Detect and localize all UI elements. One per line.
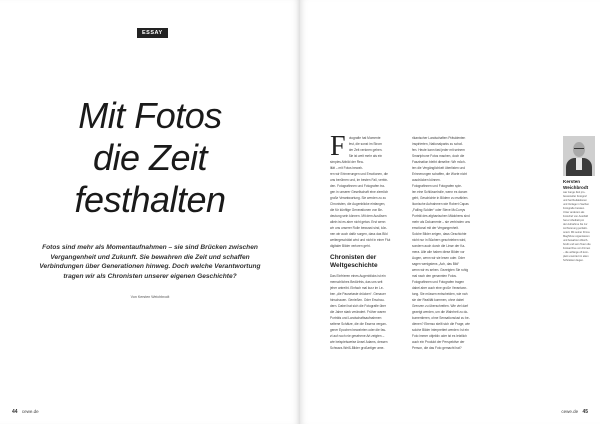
text-line: Augen, wenn wir sie lesen oder. Oder bbox=[412, 256, 465, 260]
text-line: dern. Dabei hat sich die Fotografie über bbox=[330, 304, 386, 308]
headline-line-3: festhalten bbox=[74, 179, 226, 220]
text-line: dienen? Ebenso stellt sich die Frage, wie bbox=[412, 322, 470, 326]
text-line: Porträts und Landschaftsaufnahmen bbox=[330, 316, 382, 320]
text-line: ben „die Pausetaste drücken“. Genauer bbox=[330, 292, 386, 296]
text-line: tung. Sie müssen entscheiden, wie nah bbox=[412, 292, 468, 296]
text-line: MagShow organisieren bbox=[563, 235, 590, 239]
text-line: Ikonische Aufnahmen wie Robert Capas bbox=[412, 202, 469, 206]
text-line: der Aufnahme bis zur bbox=[563, 223, 588, 227]
text-line: die für künftige Generationen von Be- bbox=[330, 208, 383, 212]
text-line: große Verantwortung. Sie werden zu zu bbox=[330, 196, 386, 200]
text-line: zt auf noch nie gesehene Art zeigten – bbox=[330, 334, 385, 338]
text-line: Grenzen zu überschreiten. Wie viel darf bbox=[412, 304, 468, 308]
text-line: nicht nur in Büchern geschrieben wird, bbox=[412, 238, 467, 242]
text-line: und Verlage in Sachen bbox=[563, 203, 590, 207]
text-line: rikanischer Landschaften Präsidenten bbox=[412, 136, 466, 140]
text-line: dabei aber auch eine große Verantwor- bbox=[412, 286, 468, 290]
text-line: Schränken liegen. bbox=[563, 259, 584, 263]
text-line: weitergeschätzt wird und nicht in einer Flut bbox=[330, 238, 391, 242]
page-number-left: 44 bbox=[12, 409, 18, 415]
text-line: mera. Alle alle haben diese Bilder vor bbox=[412, 250, 465, 254]
essay-tag: ESSAY bbox=[137, 28, 168, 38]
text-line: sie der Realität kommen, ohne dabei bbox=[412, 298, 464, 302]
text-line: Sie ist weit mehr als ein bbox=[348, 154, 383, 158]
footer-right bbox=[561, 409, 588, 415]
text-line: war Jange Zeit pro- bbox=[563, 191, 586, 195]
text-line: der Zeit verloren gehen. bbox=[348, 148, 383, 152]
text-line: brodt und sein Team die bbox=[563, 243, 591, 247]
text-line: Fotoarchive von Firmen bbox=[563, 247, 591, 251]
footer-label-right: cewe.de bbox=[561, 409, 579, 414]
bio-text bbox=[563, 191, 596, 263]
text-line: menschliches Bedürfnis, das uns seit bbox=[330, 280, 383, 284]
text-line: Erinnerungen schaffen, die Worte nicht bbox=[412, 172, 467, 176]
text-line: und hat Redaktionen bbox=[563, 199, 587, 203]
text-line: Unter anderem als bbox=[563, 211, 585, 215]
text-line: simples Abbild der Rea- bbox=[330, 160, 364, 164]
text-line: kumentieren, ohne Sensationslust zu be- bbox=[412, 316, 470, 320]
text-line: gen in unserer Gesellschaft eine ziemlich bbox=[330, 190, 389, 194]
text-line: solche Bilder interpretiert werden: Ist ein bbox=[412, 328, 469, 332]
text-line: jeher antreibt. Einfach mal kurz im Le- bbox=[330, 286, 384, 290]
text-line: Fotochef von Autobild bbox=[563, 215, 588, 219]
text-column-2 bbox=[412, 135, 489, 351]
text-line: „Falling Soldier“ oder Steve McCurrys bbox=[412, 208, 466, 212]
text-line: plett unsortiert in alten bbox=[563, 255, 589, 259]
subheading: Chronisten der Weltgeschichte bbox=[330, 254, 378, 269]
text-line: otografie hat Momente bbox=[348, 136, 381, 140]
text-line: allein ist es aber nicht getan. Erst wenn bbox=[330, 220, 386, 224]
text-line: deutung sein können. Mit dem Auslösen bbox=[330, 214, 387, 218]
text-line: inspirierten, Nationalparks zu schaf- bbox=[412, 142, 463, 146]
text-line: oniert. Mit seiner Firma bbox=[563, 231, 590, 235]
text-line: nen wir auch dafür sorgen, dass das Bild bbox=[330, 232, 388, 236]
text-line: lität – mit Fotos bewah- bbox=[330, 166, 363, 170]
text-line: Chronisten, die Augenblicke einfangen, bbox=[330, 202, 386, 206]
text-line: hat er Abeibalt pro bbox=[563, 219, 585, 223]
text-line: auch ein Produkt der Perspektive der bbox=[412, 340, 465, 344]
author-portrait bbox=[563, 136, 595, 176]
text-line: Solche Bilder zeigen, dass Geschichte bbox=[412, 232, 467, 236]
teaser: Fotos sind mehr als Momentaufnahmen – sie sind Brücken zwischen Vergangenheit und Zukunft. Sie bewahren die Zeit und schaffen Verbindungen über Generationen hinweg. Doch welche Verantwortung tragen wir als Chronisten unserer eigenen Geschichte? bbox=[39, 244, 261, 280]
text-line: Fotografinnen und Fotografen tragen bbox=[412, 280, 465, 284]
footer-label-left: cewe.de bbox=[21, 409, 39, 414]
column-1-paragraph-2 bbox=[330, 273, 407, 351]
footer-left bbox=[12, 409, 39, 415]
text-line: gener Epochen bewahrten oder die fas- bbox=[330, 328, 386, 332]
text-line: wie beispielsweise Ansel Adams, dessen bbox=[330, 340, 388, 344]
text-column-1 bbox=[330, 131, 407, 351]
text-line: den. Fotografinnen und Fotografen tra- bbox=[330, 184, 385, 188]
author-byline: Von Kersten Weichbrodt bbox=[130, 295, 170, 299]
headline-line-2: die Zeit bbox=[92, 137, 208, 178]
text-line: Das Einfrieren eines Augenblicks ist ein bbox=[330, 274, 386, 278]
author-bio bbox=[563, 136, 596, 263]
text-line: ren wir Erinnerungen und Emotionen, die bbox=[330, 172, 388, 176]
text-line: sondern auch durch die Linse der Ka- bbox=[412, 244, 466, 248]
text-line: geht, Geschichte in Bildern zu erzählen. bbox=[412, 196, 469, 200]
text-line: Archivierung perfekti- bbox=[563, 227, 588, 231]
text-line: mehr als Dokumente – sie verbinden uns bbox=[412, 220, 470, 224]
text-line: mal nach den genannten Fotos. bbox=[412, 274, 457, 278]
text-line: seltene Schätze, die die Essenz vergan- bbox=[330, 322, 387, 326]
text-line: ausdrücken können. bbox=[412, 178, 441, 182]
text-line: wenn wir es sehen. Gezeigten Sie ruhig bbox=[412, 268, 469, 272]
text-line: Person, die das Foto gemacht hat? bbox=[412, 346, 462, 350]
text-line: Fotografinnen und Fotografen spie- bbox=[412, 184, 462, 188]
text-line: Foto immer objektiv oder ist es letztlich bbox=[412, 334, 467, 338]
page-number-right: 45 bbox=[582, 409, 588, 415]
text-line: Smartphone Fotos machen, doch die bbox=[412, 154, 465, 158]
text-line: – die anfänge oft kom- bbox=[563, 251, 589, 255]
text-line: gezeigt werden, um die Wahrheit zu do- bbox=[412, 310, 469, 314]
text-line: Faszination bleibt dieselbe: Wir möch- bbox=[412, 160, 466, 164]
text-line: uns berühren und, im besten Fall, verbin- bbox=[330, 178, 389, 182]
text-line: sagen wenigstens „Ach, das Bild“ bbox=[412, 262, 460, 266]
headline bbox=[20, 95, 280, 221]
bio-name: Kersten Weichbrodt bbox=[563, 179, 589, 190]
text-line: und bewahren Weich- bbox=[563, 239, 589, 243]
right-page bbox=[300, 0, 600, 424]
text-line: digitaler Bilder verloren geht. bbox=[330, 244, 371, 248]
text-line: emotional mit der Vergangenheit. bbox=[412, 226, 459, 230]
text-line: hinschauen. Genießen. Oder Erschau- bbox=[330, 298, 385, 302]
text-line: die Jahre stark verändert. Früher waren bbox=[330, 310, 386, 314]
text-line: Porträt des afghanischen Mädchens sind bbox=[412, 214, 470, 218]
headline-line-1: Mit Fotos bbox=[78, 95, 222, 136]
text-line: Fotografie beraten. bbox=[563, 207, 585, 211]
dropcap: F bbox=[330, 131, 346, 162]
text-line: fessioneller Fotograf bbox=[563, 195, 587, 199]
text-line: len eine Schlüsselrolle, wenn es darum bbox=[412, 190, 468, 194]
text-line: fest, die sonst im Strom bbox=[348, 142, 382, 146]
text-line: Schwarz-Weiß-Bilder großartiger ame- bbox=[330, 346, 385, 350]
text-line: wir uns unserer Rolle bewusst sind, kön- bbox=[330, 226, 388, 230]
text-line: fen. Heute kann fast jeder mit seinem bbox=[412, 148, 465, 152]
text-line: ten die Vergänglichkeit überlisten und bbox=[412, 166, 465, 170]
